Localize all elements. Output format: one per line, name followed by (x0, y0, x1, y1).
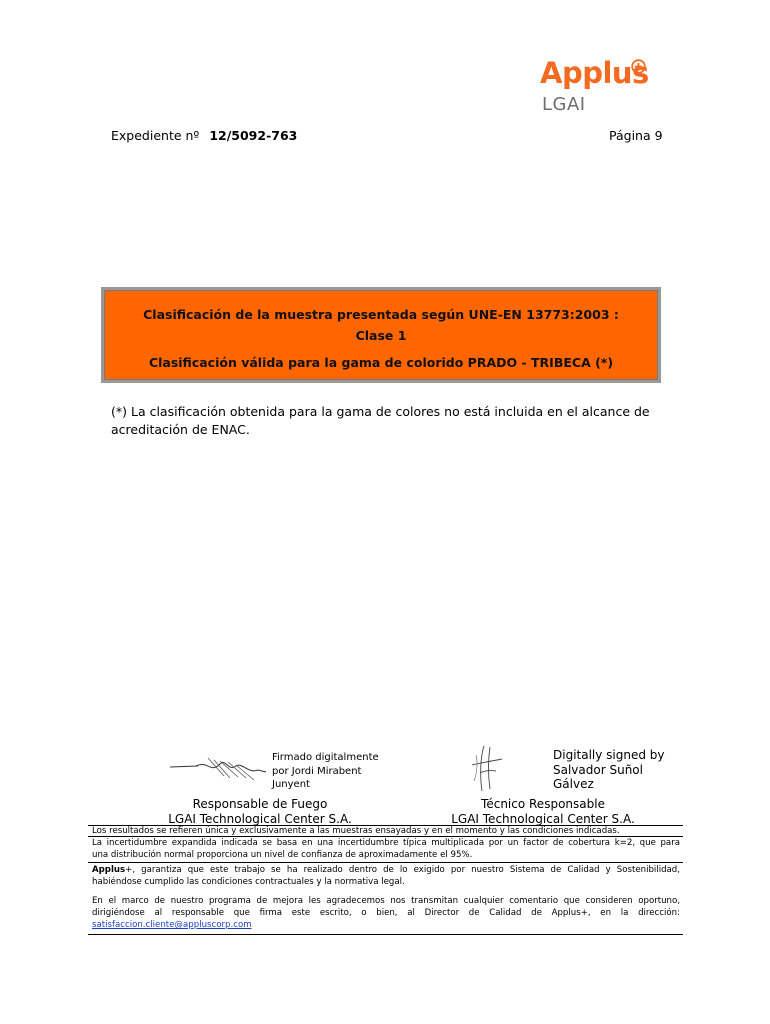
expediente-label: Expediente nº (111, 128, 200, 143)
plus-circle-icon (631, 59, 646, 74)
digital-sign-line: Firmado digitalmente (272, 752, 379, 763)
logo-sub-text: LGAI (542, 94, 586, 115)
page-number: Página 9 (609, 128, 663, 143)
footer-line: una distribución normal proporciona un nivel de confianza de aproximadamente el 95%. (92, 850, 473, 860)
classification-box (101, 287, 661, 383)
signature-scribble-right (466, 743, 506, 793)
digital-sign-line: Gálvez (553, 777, 594, 791)
footer-brand: Applus (92, 865, 126, 875)
expediente-number (111, 128, 297, 143)
footer-divider (88, 934, 683, 935)
footer-divider (88, 862, 683, 863)
signatory-role: Técnico Responsable (481, 797, 605, 811)
classification-validity: Clasificación válida para la gama de colorido PRADO - TRIBECA (*) (148, 355, 614, 370)
digital-signature-left (272, 751, 379, 792)
signatory-left (120, 797, 400, 827)
signature-scribble-left (168, 750, 268, 786)
footer-line: habiéndose cumplido las condiciones contractuales y la normativa legal. (92, 877, 405, 887)
digital-sign-line: por Jordi Mirabent (272, 765, 362, 777)
footer-quality-note (92, 864, 680, 888)
classification-class: Clase 1 (355, 328, 407, 343)
footer-line: dirigiéndose al responsable que firma este escrito, o bien, al Director de Calidad de Applus+, en la dirección: (92, 908, 680, 918)
expediente-value: 12/5092-763 (209, 128, 298, 143)
classification-standard: Clasificación de la muestra presentada según UNE-EN 13773:2003 : (143, 307, 619, 322)
applus-lgai-logo (540, 56, 660, 120)
signatory-org: LGAI Technological Center S.A. (451, 812, 635, 826)
footer-feedback-note (92, 895, 680, 931)
signatory-right (403, 797, 683, 827)
digital-sign-line: Junyent (272, 779, 310, 790)
digital-sign-line: Salvador Suñol (553, 762, 643, 777)
footer-line-text: +, garantiza que este trabajo se ha realizado dentro de lo exigido por nuestro Sistema de Calidad y Sostenibilidad, (125, 865, 680, 875)
footer-results-note: Los resultados se refieren única y exclusivamente a las muestras ensayadas y en el momento y las condiciones indicadas. (92, 826, 620, 836)
feedback-email-link[interactable]: satisfaccion.cliente@appluscorp.com (92, 920, 252, 930)
footer-line: En el marco de nuestro programa de mejora les agradecemos nos transmitan cualquier comentario que consideren oportuno, (92, 896, 680, 906)
signatory-org: LGAI Technological Center S.A. (168, 812, 352, 826)
footer-line (92, 864, 680, 876)
logo-brand-text: Applus (540, 56, 649, 90)
footer-uncertainty-note (92, 837, 680, 861)
footer-line: La incertidumbre expandida indicada se basa en una incertidumbre típica multiplicada por un factor de cobertura k=2, que para (92, 838, 680, 848)
accreditation-note: (*) La clasificación obtenida para la gama de colores no está incluida en el alcance de acreditación de ENAC. (111, 404, 650, 437)
digital-sign-line: Digitally signed by (553, 748, 665, 762)
signatory-role: Responsable de Fuego (192, 797, 328, 811)
digital-signature-right (553, 748, 665, 792)
